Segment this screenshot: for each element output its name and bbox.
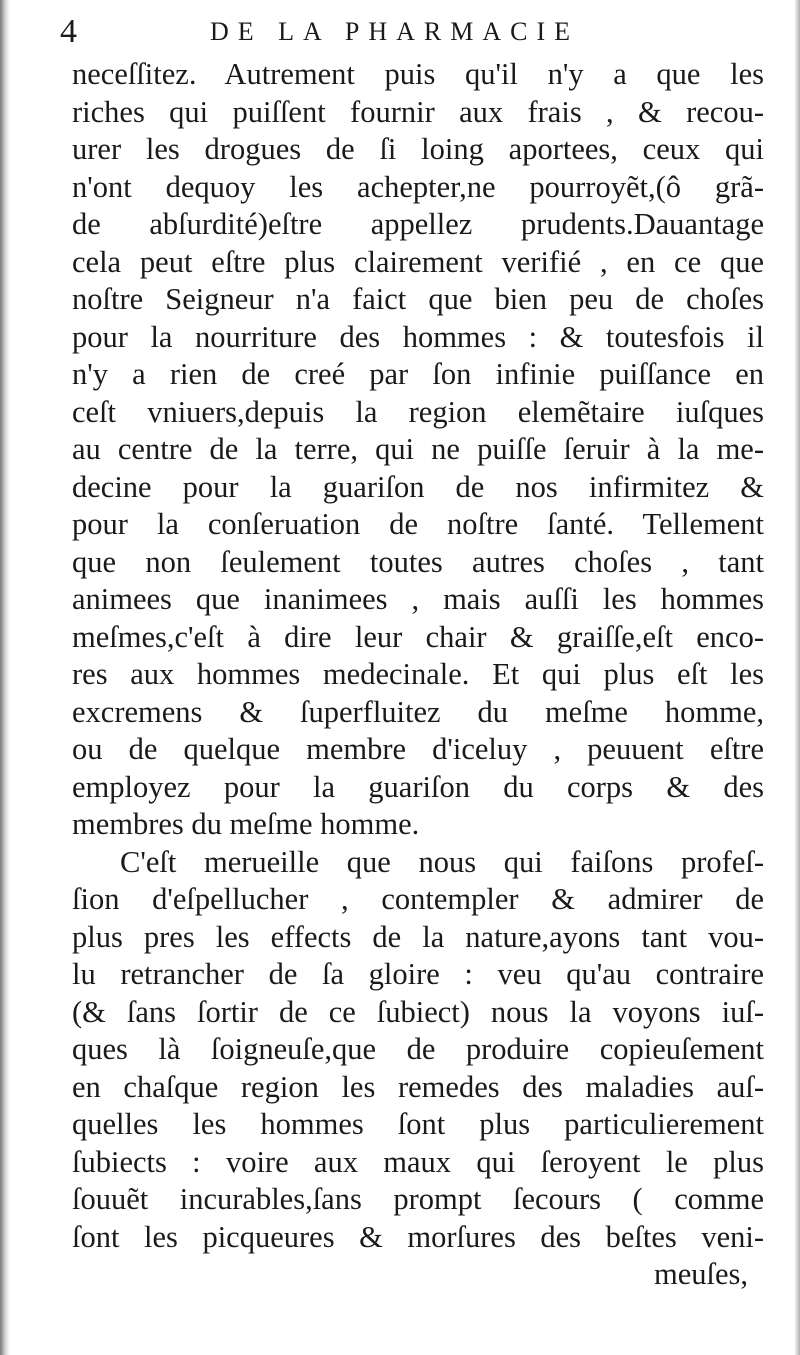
text-line: lu retrancher de ſa gloire : veu qu'au contraire — [72, 957, 764, 991]
text-line: decine pour la guariſon de nos infirmitez & — [72, 469, 764, 504]
running-head: DE LA PHARMACIE — [210, 17, 580, 46]
text-line: ou de quelque membre d'iceluy , peuuent eſtre — [72, 732, 764, 766]
text-line: ſont les picqueures & morſures des beſtes veni- — [72, 1219, 764, 1254]
text-line: au centre de la terre, qui ne puiſſe ſeruir à la me- — [72, 432, 764, 466]
text-line: quelles les hommes ſont plus particulierement — [72, 1107, 764, 1141]
text-line: animees que inanimees , mais auſſi les hommes — [72, 582, 764, 616]
text-line: ſion d'eſpellucher , contempler & admirer de — [72, 882, 764, 916]
page-edge-shadow — [794, 0, 800, 1355]
text-line: ſubiects : voire aux maux qui ſeroyent le plus — [72, 1144, 764, 1179]
text-line: membres du meſme homme. — [72, 807, 420, 841]
text-line: res aux hommes medecinale. Et qui plus eſt les — [72, 657, 764, 691]
page-gutter-shadow — [0, 0, 10, 1355]
text-line: noſtre Seigneur n'a faict que bien peu de choſes — [72, 282, 764, 316]
page-header — [60, 10, 760, 54]
text-line: plus pres les effects de la nature,ayons tant vou- — [72, 919, 764, 954]
text-line: meſmes,c'eſt à dire leur chair & graiſſe,eſt enco- — [72, 619, 764, 654]
text-line: ques là ſoigneuſe,que de produire copieuſement — [72, 1032, 764, 1066]
text-line: ceſt vniuers,depuis la region elemẽtaire iuſques — [72, 394, 764, 429]
paragraph-first-line: C'eſt merueille que nous qui faiſons profeſ- — [120, 844, 764, 879]
text-line: de abſurdité)eſtre appellez prudents.Dauantage — [72, 207, 764, 241]
text-line: ſouuẽt incurables,ſans prompt ſecours ( comme — [72, 1182, 764, 1216]
text-line: pour la conſeruation de noſtre ſanté. Tellement — [72, 507, 764, 541]
text-line: (& ſans ſortir de ce ſubiect) nous la voyons iuſ- — [72, 994, 764, 1029]
text-line: employez pour la guariſon du corps & des — [72, 769, 764, 804]
text-line: excremens & ſuperfluitez du meſme homme, — [72, 694, 764, 729]
text-line: cela peut eſtre plus clairement verifié , en ce que — [72, 244, 764, 279]
page-number: 4 — [60, 13, 77, 50]
body-text — [72, 56, 764, 1294]
text-line: n'ont dequoy les achepter,ne pourroyẽt,(ô grã- — [72, 169, 764, 204]
text-line: neceſſitez. Autrement puis qu'il n'y a que les — [72, 57, 764, 91]
text-line: n'y a rien de creé par ſon infinie puiſſance en — [72, 357, 764, 391]
text-line: urer les drogues de ſi loing aportees, ceux qui — [72, 132, 764, 166]
text-line: pour la nourriture des hommes : & toutesfois il — [72, 319, 764, 354]
text-line: en chaſque region les remedes des maladies auſ- — [72, 1069, 764, 1104]
text-line: que non ſeulement toutes autres choſes , tant — [72, 544, 764, 579]
text-line: riches qui puiſſent fournir aux frais , & recou- — [72, 94, 764, 129]
catchword: meuſes, — [653, 1257, 748, 1291]
